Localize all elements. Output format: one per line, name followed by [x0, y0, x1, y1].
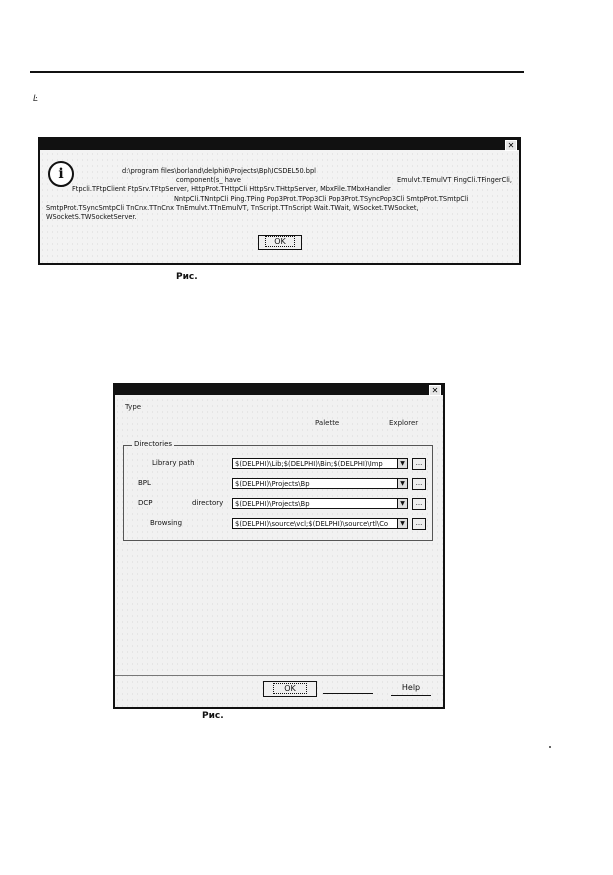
dialog-titlebar [40, 139, 519, 150]
bpl-combo[interactable] [232, 478, 408, 489]
message-line-right: Emulvt.TEmulVT FingCli.TFingerCli, [397, 176, 512, 185]
bottom-divider [115, 675, 443, 676]
tab-explorer[interactable]: Explorer [389, 419, 419, 427]
close-icon[interactable]: ✕ [429, 385, 441, 396]
message-text [46, 167, 512, 222]
chevron-down-icon[interactable]: ▼ [397, 499, 407, 508]
top-rule [30, 71, 524, 73]
figure-caption: Рис. [176, 272, 198, 282]
scan-speck [549, 746, 551, 748]
dcp-label: DCP [138, 499, 153, 507]
dcp-combo[interactable] [232, 498, 408, 509]
figure-caption: Рис. [202, 711, 224, 721]
message-line-left: component(s_ have [176, 176, 241, 185]
browsing-value: $(DELPHI)\source\vcl;$(DELPHI)\source\rtl\Co [235, 520, 389, 528]
tab-palette[interactable]: Palette [315, 419, 340, 427]
message-line: SmtpProt.TSyncSmtpCli TnCnx.TTnCnx TnEmulvt.TTnEmulVT, TnScript.TTnScript Wait.TWait, WSocket.TWSocket, [46, 203, 419, 212]
message-line: d:\program files\borland\delphi6\Projects\Bpl\ICSDEL50.bpl [122, 167, 316, 175]
tab-type[interactable]: Type [125, 403, 142, 411]
library-path-value: $(DELPHI)\Lib;$(DELPHI)\Bin;$(DELPHI)\Imp [235, 460, 383, 468]
library-path-row [124, 458, 432, 470]
dcp-row [124, 498, 432, 510]
cancel-button[interactable] [323, 689, 373, 694]
browsing-label: Browsing [150, 519, 183, 527]
chevron-down-icon[interactable]: ▼ [397, 459, 407, 468]
ok-label: OK [273, 683, 307, 694]
chevron-down-icon[interactable]: ▼ [397, 519, 407, 528]
corner-mark: Ŀ [33, 94, 39, 104]
message-line: Ftpcli.TFtpClient FtpSrv.TFtpServer, HttpProt.THttpCli HttpSrv.THttpServer, MbxFile.TMbxHandler [72, 185, 391, 194]
info-icon: i [48, 161, 74, 187]
close-icon[interactable]: ✕ [505, 140, 517, 151]
browse-button[interactable]: ... [412, 518, 426, 530]
ok-button[interactable] [258, 235, 302, 250]
bpl-value: $(DELPHI)\Projects\Bp [235, 480, 310, 488]
message-line: NntpCli.TNntpCli Ping.TPing Pop3Prot.TPop3Cli Pop3Prot.TSyncPop3Cli SmtpProt.TSmtpCli [174, 194, 469, 203]
browse-button[interactable]: ... [412, 478, 426, 490]
directories-group [123, 440, 433, 541]
message-dialog [38, 137, 521, 265]
chevron-down-icon[interactable]: ▼ [397, 479, 407, 488]
message-line: WSocketS.TWSocketServer. [46, 213, 137, 222]
browsing-row [124, 518, 432, 530]
bpl-label: BPL [138, 479, 151, 487]
message-line [46, 176, 512, 185]
ok-label: OK [265, 236, 295, 247]
dcp-directory-label: directory [192, 499, 224, 507]
library-path-combo[interactable] [232, 458, 408, 469]
browsing-combo[interactable] [232, 518, 408, 529]
dcp-value: $(DELPHI)\Projects\Bp [235, 500, 310, 508]
tab-strip [121, 403, 435, 427]
help-button[interactable]: Help [391, 681, 431, 696]
library-path-label: Library path [152, 459, 195, 467]
bpl-row [124, 478, 432, 490]
dialog-titlebar [115, 385, 443, 395]
ok-button[interactable] [263, 681, 317, 697]
group-title: Directories [134, 440, 173, 448]
options-dialog [113, 383, 445, 709]
browse-button[interactable]: ... [412, 498, 426, 510]
browse-button[interactable]: ... [412, 458, 426, 470]
